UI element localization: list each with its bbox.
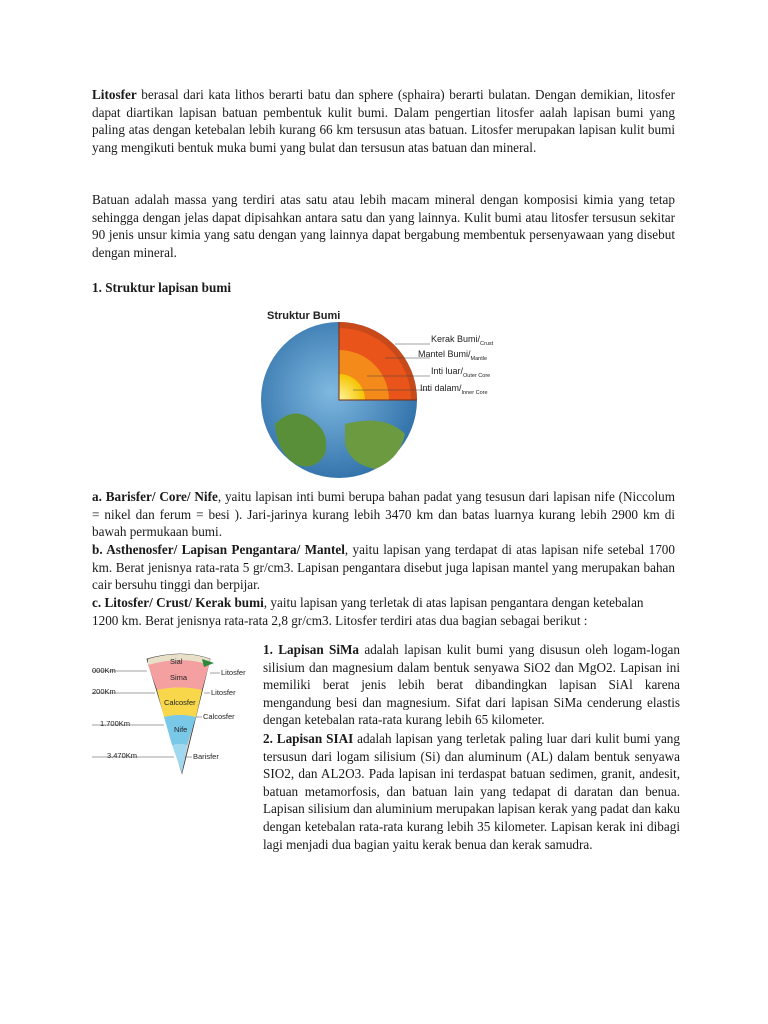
batuan-paragraph: Batuan adalah massa yang terdiri atas satu atau lebih macam mineral dengan komposisi kimia yang tetap sehingga dengan jelas dapat dipisahkan antara satu dan yang lainnya. Kulit bumi atau litosfer tersusun sekitar 90 jenis unsur kimia yang satu dengan yang lainnya dapat bergabung membentuk persenyawaan yang disebut dengan mineral. (92, 192, 675, 260)
section-barisfer (92, 488, 675, 541)
sial-term: 2. Lapisan SIAI (263, 731, 354, 746)
section-heading: 1. Struktur lapisan bumi (92, 280, 232, 295)
intro-text: berasal dari kata lithos berarti batu dan sphere (sphaira) berarti bulatan. Dengan demikian, litosfer dapat diartikan lapisan batuan pembentuk kulit bumi. Dalam pengertian litosfer aalah lapisan bumi yang paling atas dengan ketebalan lebih kurang 66 km tersusun atas batuan. Litosfer merupakan lapisan kulit bumi yang mengikuti bentuk muka bumi yang bulat dan tersusun atas batuan dan mineral. (92, 87, 675, 155)
mantle-label: Mantel Bumi/$_{Mantle}$ (418, 349, 488, 362)
layer-label: Sima (170, 673, 188, 682)
barisfer-text: , yaitu lapisan inti bumi berupa bahan padat yang tesusun dari lapisan nife (Niccolum = nikel dan ferum = besi ). Jari-jarinya kurang lebih 3470 km dan batas luarnya kurang lebih 2900 km di bawah permukaan bumi. (92, 489, 676, 540)
depth-label: 000Km (92, 666, 116, 675)
layer-label: Nife (174, 725, 188, 734)
sima-text: adalah lapisan kulit bumi yang disusun oleh logam-logan silisium dan magnesium dalam bentuk senyawa SiO2 dan MgO2. Lapisan ini memiliki berat jenis lebih berat dibandingkan lapisan SiAl karena mengandung besi dan magnesium. Sifat dari lapisan SiMa cenderung elastis dengan ketebalan rata-rata kurang lebih 65 kilometer. (263, 642, 680, 728)
sima-paragraph (263, 641, 680, 729)
right-label: Litosfer (221, 668, 246, 677)
depth-label: 1.700Km (100, 719, 131, 728)
section-litosfer (92, 594, 652, 629)
sial-text: adalah lapisan yang terletak paling luar dari kulit bumi yang tersusun dari logam silisium (Si) dan aluminum (AL) dalam bentuk senyawa SIO2, dan AL2O3. Pada lapisan ini terdaspat batuan sedimen, granit, andesit, batuan metamorfosis, dan batuan lain yang tedapat di daratan dan benua. Lapisan silisium dan aluminium merupakan lapisan kerak yang padat dan kaku dengan ketebalan rata-rata kurang lebih 35 kilometer. Lapisan kerak ini dibagi lagi menjadi dua bagian yaitu kerak benua dan kerak samudra. (263, 731, 680, 852)
outer-core-label: Inti luar/$_{Outer Core}$ (431, 366, 491, 379)
right-label: Litosfer (211, 688, 236, 697)
asthenosfer-term: b. Asthenosfer/ Lapisan Pengantara/ Mantel (92, 542, 345, 557)
litosfer-term: Litosfer (92, 87, 137, 102)
asthenosfer-text: , yaitu lapisan yang terdapat di atas lapisan nife setebal 1700 km. Berat jenisnya rata-rata 5 gr/cm3. Lapisan pengantara disebut juga lapisan mantel yang merupakan bahan cair bersuhu tinggi dan berpijar. (92, 542, 675, 593)
depth-label: 3.470Km (107, 751, 138, 760)
section-asthenosfer (92, 541, 675, 594)
layer-label: Calcosfer (164, 698, 196, 707)
litosfer-crust-term: c. Litosfer/ Crust/ Kerak bumi (92, 595, 264, 610)
depth-label: 200Km (92, 687, 116, 696)
right-label: Calcosfer (203, 712, 235, 721)
right-label: Barisfer (193, 752, 219, 761)
inner-core-label: Inti dalam/$_{Inner Core}$ (420, 383, 488, 396)
sial-paragraph (263, 730, 680, 853)
sima-term: 1. Lapisan SiMa (263, 642, 360, 657)
barisfer-term: a. Barisfer/ Core/ Nife (92, 489, 218, 504)
figure-title: Struktur Bumi (267, 310, 341, 322)
crust-label: Kerak Bumi/$_{Crust}$ (431, 334, 494, 347)
earth-structure-figure (255, 304, 520, 479)
intro-paragraph (92, 86, 675, 156)
litosfer-crust-text: , yaitu lapisan yang terletak di atas lapisan pengantara dengan ketebalan 1200 km. Berat jenisnya rata-rata 2,8 gr/cm3. Litosfer terdiri atas dua bagian sebagai berikut : (92, 595, 644, 628)
layer-label: Sial (170, 657, 183, 666)
crust-layers-diagram (92, 645, 252, 775)
